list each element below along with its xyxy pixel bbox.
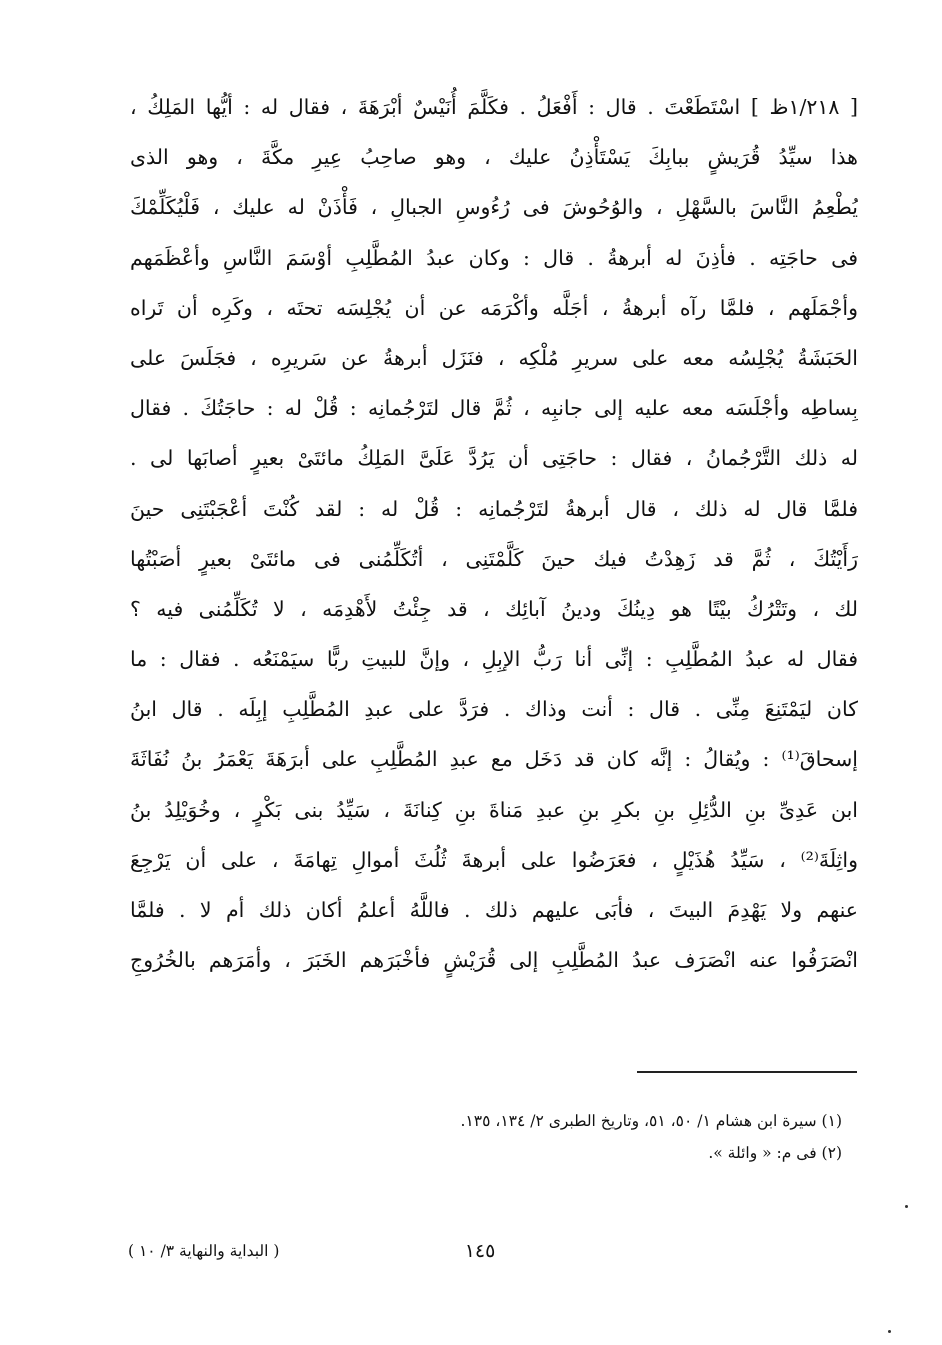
text-line: إسحاقَ⁽¹⁾ : ويُقالُ : إنَّه كان قد دَخَل مع عبدِ المُطَّلِبِ على أبرَهَةَ يَعْمَرُ بنُ نُفَاثَةَ — [130, 747, 858, 772]
text-line: واثِلَةَ⁽²⁾ ، سَيِّدُ هُذَيْلٍ ، فعَرَضُوا على أبرهةَ ثُلُثَ أموالِ تِهامَةَ ، على أن يَرْجِعَ — [130, 847, 858, 872]
text-line: فقال له عبدُ المُطَّلِبِ : إنِّى أنا رَبُّ الإبِلِ ، وإنَّ للبيتِ ربًّا سيَمْنَعُه . فقال : ما — [130, 647, 858, 672]
footnote-1: (١) سيرة ابن هشام ١/ ٥٠، ٥١، وتاريخ الطبرى ٢/ ١٣٤، ١٣٥. — [460, 1112, 842, 1130]
text-line: كان ليَمْتَنِعَ مِنِّى . قال : أنت وذاك . فرَدَّ على عبدِ المُطَّلِبِ إبِلَه . قال ابنُ — [130, 697, 858, 722]
footnotes-block — [300, 1105, 842, 1169]
text-line: عنهم ولا يَهْدِمَ البيتَ ، فأبَى عليهم ذلك . فاللَّهُ أعلمُ أكان ذلك أم لا . فلمَّا — [130, 898, 858, 922]
running-footer-title: ( البداية والنهاية ٣/ ١٠ ) — [128, 1242, 280, 1260]
text-line: ابن عَدِىِّ بنِ الدُّئِلِ بنِ بكرِ بنِ عبدِ مَناةَ بنِ كِنانَةَ ، سَيِّدُ بنى بَكْرٍ ، وخُوَيْلِدُ بنُ — [130, 797, 858, 822]
text-line: فلمَّا قال له ذلك ، قال أبرهةُ لتَرْجُمانِه : قُلْ له : لقد كُنْتَ أعْجَبْتَنِى حينَ — [130, 496, 858, 521]
text-line: لك ، وتَتْرُكُ بيْتًا هو دِينُكَ ودينُ آبائِك ، قد جِئْتُ لأَهْدِمَه ، لا تُكَلِّمُنى فيه ؟ — [130, 596, 858, 621]
text-line: هذا سيِّدُ قُرَيشٍ ببابِكَ يَسْتَأْذِنُ عليك ، وهو صاحِبُ عِيرِ مكَّةَ ، وهو الذى — [130, 145, 858, 170]
footnote-2: (٢) فى م: « وائلة ». — [708, 1144, 842, 1162]
text-line: رَأَيْتُكَ ، ثُمَّ قد زَهِدْتُ فيك حينَ كَلَّمْتَنِى ، أتُكَلِّمُنى فى مائتَىْ بعيرٍ أصَبْتُها — [130, 546, 858, 571]
text-line: انْصَرَفُوا عنه انْصَرَف عبدُ المُطَّلِبِ إلى قُرَيْشٍ فأخْبَرَهم الخَبَرَ ، وأمَرَهم بالخُرُوجِ — [130, 948, 858, 973]
scan-speck — [905, 1205, 908, 1208]
main-text-block — [130, 82, 858, 985]
text-line: فى حاجَتِه . فأذِنَ له أبرهةُ . قال : وكان عبدُ المُطَّلِبِ أوْسَمَ النَّاسِ وأعْظَمَهم — [130, 245, 858, 270]
text-line: بِساطِه وأجْلَسَه معه عليه إلى جانبِه ، ثُمَّ قال لتَرْجُمانِه : قُلْ له : حاجَتُكَ . فقال — [130, 396, 858, 421]
footnote-separator — [637, 1071, 857, 1073]
text-line: له ذلك التَّرْجُمانُ ، فقال : حاجَتِى أن يَرُدَّ عَلَىَّ المَلِكُ مائتَىْ بعيرٍ أصابَها لى . — [130, 446, 858, 471]
scan-speck — [888, 1330, 891, 1333]
text-line: يُطْعِمُ النَّاسَ بالسَّهْلِ ، والوُحُوشَ فى رُءُوسِ الجبالِ ، فَأْذَنْ له عليك ، فَلْيُكَلِّمْكَ — [130, 195, 858, 220]
page-number: ١٤٥ — [464, 1240, 496, 1262]
text-line: [ ١/٢١٨ظ ] اسْتَطَعْتَ . قال : أَفْعَلُ . فكَلَّمَ أُنَيْسٌ أبْرَهَةَ ، فقال له : أيُّها المَلِكُ ، — [130, 95, 858, 119]
text-line: وأجْمَلَهم ، فلمَّا رآه أبرهةُ ، أجَلَّه وأكْرَمَه عن أن يُجْلِسَه تحتَه ، وكَرِه أن تَراه — [130, 295, 858, 320]
text-line: الحَبَشَةُ يُجْلِسُه معه على سريرِ مُلْكِه ، فنَزَل أبرهةُ عن سَريرِه ، فجَلَسَ على — [130, 345, 858, 370]
